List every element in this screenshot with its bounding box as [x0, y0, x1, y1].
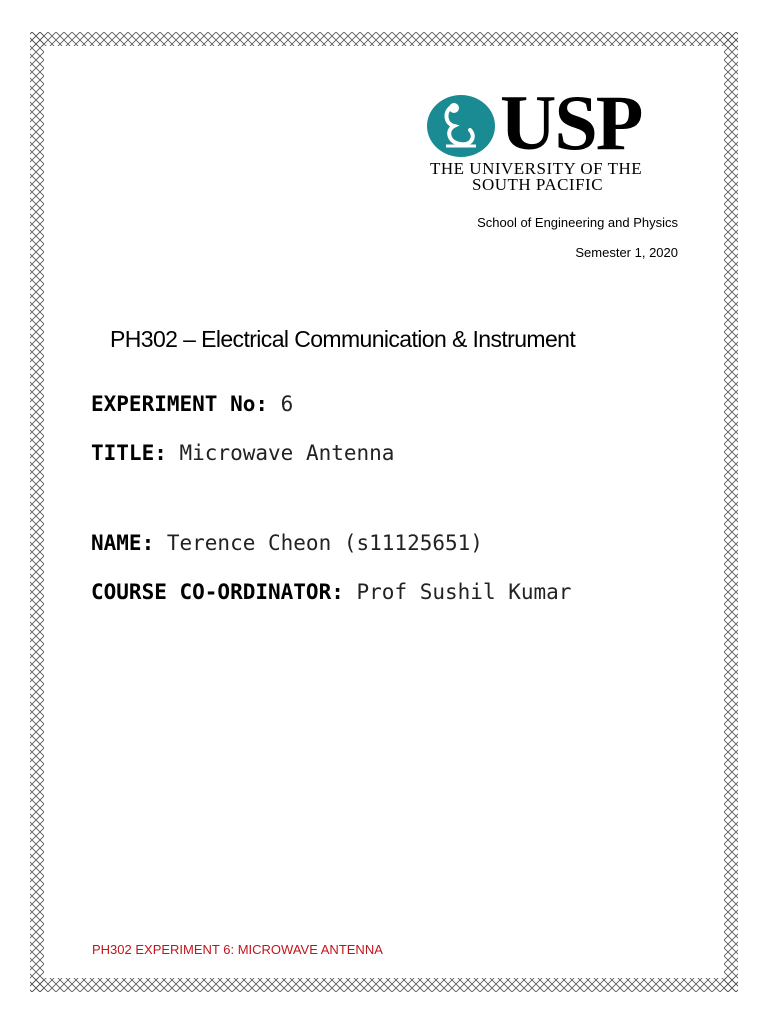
course-title: PH302 – Electrical Communication & Instrument — [110, 326, 576, 352]
experiment-label: EXPERIMENT No: — [91, 392, 281, 416]
title-label: TITLE: — [91, 441, 180, 465]
usp-logo — [426, 79, 682, 195]
usp-wordmark: USP — [500, 79, 642, 166]
usp-emblem-icon — [426, 94, 496, 158]
university-name-line2: SOUTH PACIFIC — [472, 175, 604, 194]
name-field — [91, 530, 483, 556]
coordinator-label: COURSE CO-ORDINATOR: — [91, 580, 357, 604]
university-name-line1: THE UNIVERSITY OF THE — [430, 159, 643, 178]
semester: Semester 1, 2020 — [575, 245, 678, 260]
experiment-field — [91, 391, 293, 417]
page-footer: PH302 EXPERIMENT 6: MICROWAVE ANTENNA — [92, 942, 383, 957]
title-field — [91, 440, 394, 466]
name-value: Terence Cheon (s11125651) — [166, 531, 483, 555]
experiment-value: 6 — [280, 392, 294, 416]
coordinator-field — [91, 579, 571, 605]
coordinator-value: Prof Sushil Kumar — [356, 580, 572, 604]
name-label: NAME: — [91, 531, 167, 555]
school-name: School of Engineering and Physics — [477, 215, 678, 230]
title-value: Microwave Antenna — [179, 441, 395, 465]
